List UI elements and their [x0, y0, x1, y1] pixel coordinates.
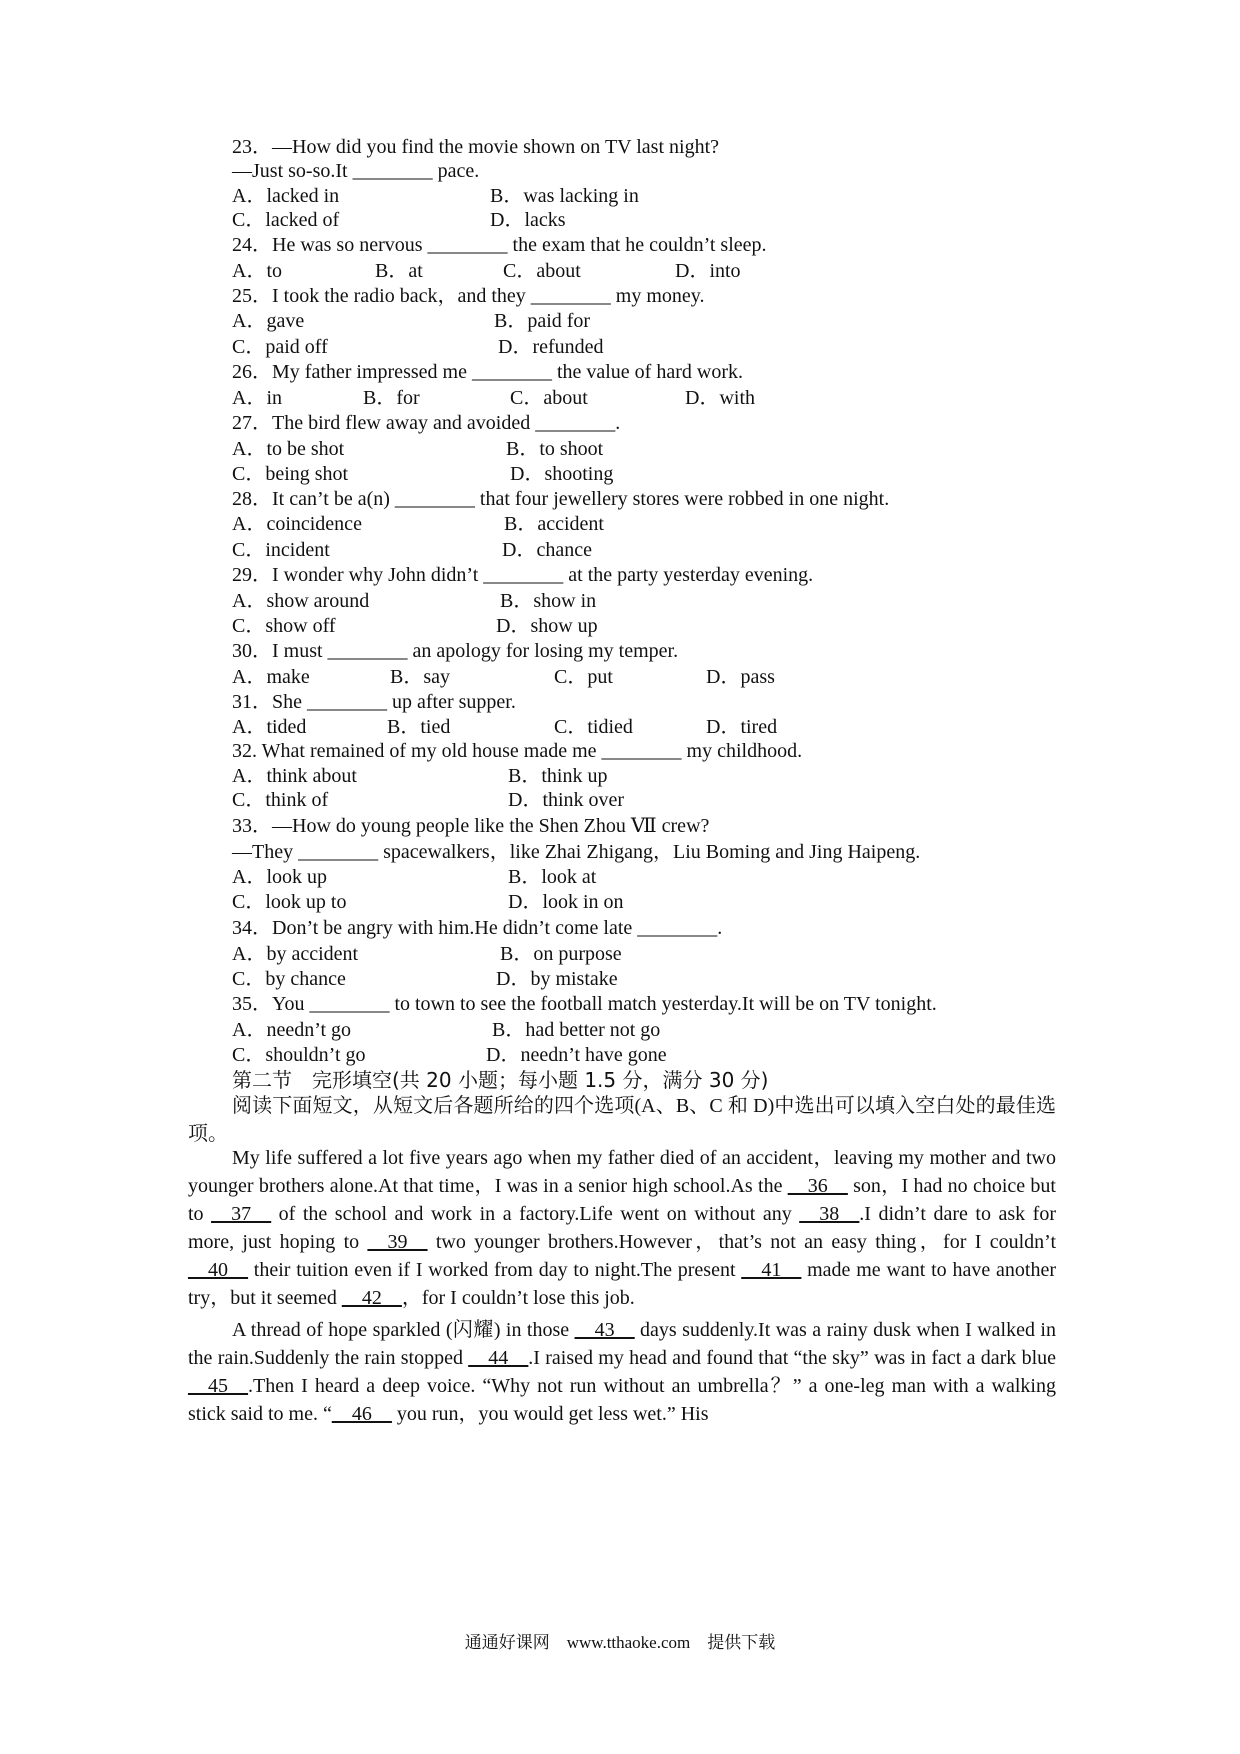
q28-option-d: D．chance	[502, 539, 592, 561]
q31-option-d: D．tired	[706, 716, 778, 738]
q25-option-b: B．paid for	[494, 310, 591, 332]
q25-option-a: A．gave	[232, 310, 305, 332]
q23-option-b: B．was lacking in	[490, 185, 639, 207]
q24-option-b: B．at	[375, 260, 423, 282]
blank-42: __42__	[341, 1287, 402, 1309]
q34-option-c: C．by chance	[232, 968, 346, 990]
q31-option-c: C．tidied	[554, 716, 633, 738]
q24-option-d: D．into	[675, 260, 741, 282]
q25-option-c: C．paid off	[232, 336, 328, 358]
q23-option-c: C．lacked of	[232, 209, 340, 231]
passage-text: made me want to have another try，but it seemed	[188, 1259, 1056, 1309]
blank-45: __45__	[188, 1375, 248, 1397]
q32-option-b: B．think up	[508, 765, 608, 787]
passage-text: two younger brothers.However，that’s not an easy thing，for I couldn’t	[427, 1231, 1056, 1253]
blank-41: __41__	[741, 1259, 802, 1281]
q23-option-d: D．lacks	[490, 209, 566, 231]
blank-37: __37__	[211, 1203, 272, 1225]
blank-36: __36__	[787, 1175, 848, 1197]
q27-option-d: D．shooting	[510, 463, 614, 485]
q33-option-c: C．look up to	[232, 891, 347, 913]
section-instruction: 阅读下面短文，从短文后各题所给的四个选项(A、B、C 和 D)中选出可以填入空白处的最佳选项。	[188, 1095, 1056, 1145]
q28-option-b: B．accident	[504, 513, 604, 535]
passage-text: .Then I heard a deep voice. “Why not run without an umbrella？” a one-leg man with a walking stick said to me. “	[188, 1375, 1056, 1425]
q33-option-b: B．look at	[508, 866, 597, 888]
blank-39: __39__	[367, 1231, 428, 1253]
q35-option-c: C．shouldn’t go	[232, 1044, 366, 1066]
passage-paragraph-1	[188, 1144, 1056, 1312]
question-30-stem: 30．I must ________ an apology for losing my temper.	[232, 640, 679, 662]
q35-option-d: D．needn’t have gone	[486, 1044, 667, 1066]
question-33-stem2: —They ________ spacewalkers，like Zhai Zhigang，Liu Boming and Jing Haipeng.	[232, 841, 921, 863]
blank-44: __44__	[468, 1347, 529, 1369]
question-28-stem: 28．It can’t be a(n) ________ that four jewellery stores were robbed in one night.	[232, 488, 890, 510]
q34-option-d: D．by mistake	[496, 968, 618, 990]
question-23-stem: 23．—How did you find the movie shown on TV last night?	[232, 136, 720, 158]
question-25-stem: 25．I took the radio back，and they ________ my money.	[232, 285, 705, 307]
section-heading: 第二节 完形填空(共 20 小题；每小题 1.5 分，满分 30 分)	[232, 1068, 769, 1092]
blank-38: __38__	[799, 1203, 860, 1225]
q26-option-c: C．about	[510, 387, 588, 409]
question-29-stem: 29．I wonder why John didn’t ________ at the party yesterday evening.	[232, 564, 814, 586]
q32-option-c: C．think of	[232, 789, 329, 811]
passage-text: son，I had no choice but to	[188, 1175, 1056, 1225]
q29-option-d: D．show up	[496, 615, 598, 637]
q27-option-c: C．being shot	[232, 463, 349, 485]
q33-option-d: D．look in on	[508, 891, 624, 913]
q26-option-b: B．for	[363, 387, 420, 409]
q31-option-b: B．tied	[387, 716, 451, 738]
q26-option-d: D．with	[685, 387, 755, 409]
q26-option-a: A．in	[232, 387, 282, 409]
q35-option-b: B．had better not go	[492, 1019, 661, 1041]
question-33-stem: 33．—How do young people like the Shen Zhou Ⅶ crew?	[232, 815, 710, 837]
blank-40: __40__	[188, 1259, 248, 1281]
question-34-stem: 34．Don’t be angry with him.He didn’t come late ________.	[232, 917, 723, 939]
q25-option-d: D．refunded	[498, 336, 604, 358]
q32-option-a: A．think about	[232, 765, 357, 787]
q28-option-c: C．incident	[232, 539, 330, 561]
passage-text: .I raised my head and found that “the sky” was in fact a dark blue	[528, 1347, 1057, 1369]
q33-option-a: A．look up	[232, 866, 327, 888]
q29-option-c: C．show off	[232, 615, 336, 637]
passage-text: ，for I couldn’t lose this job.	[401, 1287, 635, 1309]
q35-option-a: A．needn’t go	[232, 1019, 352, 1041]
question-32-stem: 32. What remained of my old house made me ________ my childhood.	[232, 740, 803, 762]
question-35-stem: 35．You ________ to town to see the football match yesterday.It will be on TV tonight.	[232, 993, 937, 1015]
question-27-stem: 27．The bird flew away and avoided ________.	[232, 412, 621, 434]
page-footer: 通通好课网 www.tthaoke.com 提供下载	[464, 1633, 776, 1652]
q34-option-a: A．by accident	[232, 943, 359, 965]
q30-option-a: A．make	[232, 666, 310, 688]
q27-option-a: A．to be shot	[232, 438, 345, 460]
passage-paragraph-2	[188, 1316, 1056, 1428]
passage-text: their tuition even if I worked from day to night.The present	[248, 1259, 742, 1281]
question-24-stem: 24．He was so nervous ________ the exam that he couldn’t sleep.	[232, 234, 767, 256]
blank-43: __43__	[574, 1319, 635, 1341]
q34-option-b: B．on purpose	[500, 943, 622, 965]
passage-text: .I didn’t dare to ask for more, just hoping to	[188, 1203, 1056, 1253]
blank-46: __46__	[331, 1403, 392, 1425]
passage-text: of the school and work in a factory.Life went on without any	[271, 1203, 800, 1225]
q24-option-c: C．about	[503, 260, 581, 282]
q24-option-a: A．to	[232, 260, 282, 282]
q29-option-b: B．show in	[500, 590, 597, 612]
q31-option-a: A．tided	[232, 716, 307, 738]
question-31-stem: 31．She ________ up after supper.	[232, 691, 516, 713]
q28-option-a: A．coincidence	[232, 513, 362, 535]
q30-option-b: B．say	[390, 666, 450, 688]
q30-option-d: D．pass	[706, 666, 775, 688]
passage-text: My life suffered a lot five years ago when my father died of an accident，leaving my mother and two younger brothers alone.At that time，I was in a senior high school.As the	[188, 1147, 1056, 1197]
passage-text: you run，you would get less wet.” His	[391, 1403, 709, 1425]
passage-text: A thread of hope sparkled (闪耀) in those	[232, 1319, 575, 1341]
question-26-stem: 26．My father impressed me ________ the value of hard work.	[232, 361, 743, 383]
q29-option-a: A．show around	[232, 590, 370, 612]
passage-text: days suddenly.It was a rainy dusk when I walked in the rain.Suddenly the rain stopped	[188, 1319, 1056, 1369]
q30-option-c: C．put	[554, 666, 613, 688]
q27-option-b: B．to shoot	[506, 438, 604, 460]
q32-option-d: D．think over	[508, 789, 625, 811]
q23-option-a: A．lacked in	[232, 185, 340, 207]
question-23-stem2: —Just so-so.It ________ pace.	[232, 160, 480, 182]
